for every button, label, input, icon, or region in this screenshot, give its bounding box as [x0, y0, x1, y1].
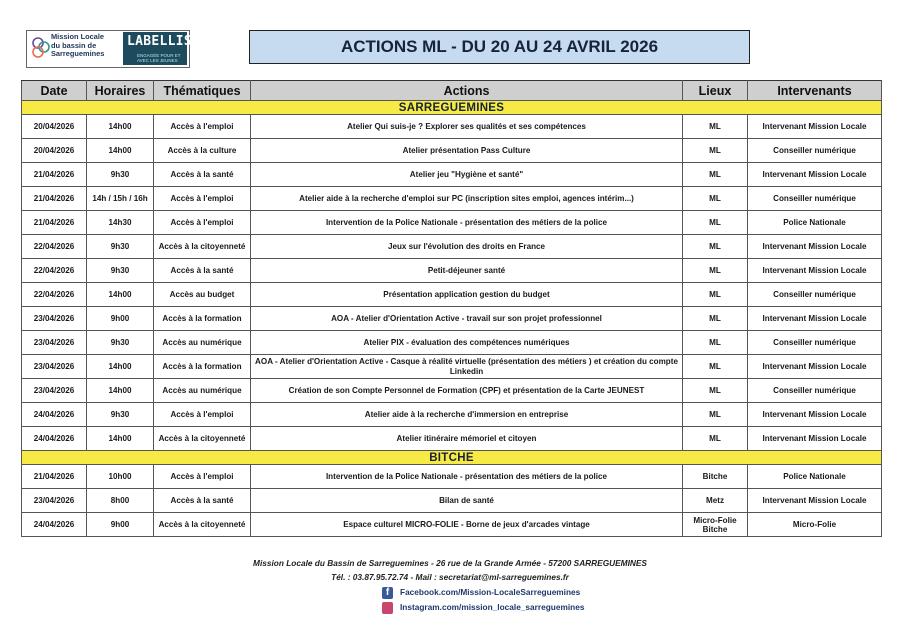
cell-action: Atelier aide à la recherche d'immersion en entreprise [251, 403, 683, 427]
table-row [22, 489, 882, 513]
cell-thematique: Accès à la culture [154, 139, 251, 163]
cell-intervenant: Conseiller numérique [748, 139, 882, 163]
section-title: SARREGUEMINES [22, 101, 882, 115]
header-thematiques: Thématiques [154, 81, 251, 101]
cell-action: Atelier Qui suis-je ? Explorer ses qualités et ses compétences [251, 115, 683, 139]
cell-lieu: ML [683, 331, 748, 355]
labellisee-tagline: ENGAGÉE POUR ET AVEC LES JEUNES [137, 53, 181, 63]
cell-thematique: Accès à la formation [154, 355, 251, 379]
cell-action: Présentation application gestion du budget [251, 283, 683, 307]
cell-thematique: Accès à la citoyenneté [154, 235, 251, 259]
cell-intervenant: Intervenant Mission Locale [748, 235, 882, 259]
cell-intervenant: Intervenant Mission Locale [748, 403, 882, 427]
cell-intervenant: Conseiller numérique [748, 331, 882, 355]
cell-date: 20/04/2026 [22, 139, 87, 163]
cell-horaire: 9h30 [87, 259, 154, 283]
table-row [22, 115, 882, 139]
cell-date: 23/04/2026 [22, 331, 87, 355]
cell-horaire: 9h00 [87, 513, 154, 537]
cell-lieu: ML [683, 259, 748, 283]
cell-lieu: ML [683, 211, 748, 235]
cell-intervenant: Conseiller numérique [748, 283, 882, 307]
cell-date: 22/04/2026 [22, 259, 87, 283]
table-row [22, 465, 882, 489]
cell-horaire: 9h30 [87, 235, 154, 259]
cell-thematique: Accès à la citoyenneté [154, 427, 251, 451]
cell-horaire: 14h00 [87, 283, 154, 307]
cell-date: 20/04/2026 [22, 115, 87, 139]
table-row [22, 283, 882, 307]
header-intervenants: Intervenants [748, 81, 882, 101]
cell-horaire: 9h30 [87, 331, 154, 355]
footer-address: Mission Locale du Bassin de Sarreguemines - 26 rue de la Grande Armée - 57200 SARREGUEMINES [253, 558, 647, 568]
labellisee-badge [123, 32, 217, 65]
table-row [22, 307, 882, 331]
table-row [22, 163, 882, 187]
cell-date: 21/04/2026 [22, 465, 87, 489]
cell-thematique: Accès à l'emploi [154, 465, 251, 489]
actions-table [21, 80, 882, 537]
cell-thematique: Accès à la santé [154, 489, 251, 513]
cell-thematique: Accès au numérique [154, 379, 251, 403]
cell-date: 22/04/2026 [22, 283, 87, 307]
cell-lieu: ML [683, 163, 748, 187]
section-row [22, 101, 882, 115]
cell-action: Atelier aide à la recherche d'emploi sur PC (inscription sites emploi, agences intérim...) [251, 187, 683, 211]
cell-intervenant: Intervenant Mission Locale [748, 259, 882, 283]
cell-lieu: ML [683, 307, 748, 331]
header-lieux: Lieux [683, 81, 748, 101]
cell-date: 22/04/2026 [22, 235, 87, 259]
cell-action: Petit-déjeuner santé [251, 259, 683, 283]
logo-line-3: Sarreguemines [51, 49, 105, 59]
cell-date: 23/04/2026 [22, 355, 87, 379]
cell-intervenant: Micro-Folie [748, 513, 882, 537]
cell-date: 24/04/2026 [22, 403, 87, 427]
cell-thematique: Accès au budget [154, 283, 251, 307]
cell-horaire: 14h00 [87, 379, 154, 403]
facebook-text: Facebook.com/Mission-LocaleSarreguemines [400, 587, 581, 597]
cell-intervenant: Police Nationale [748, 211, 882, 235]
instagram-text: Instagram.com/mission_locale_sarreguemines [400, 602, 585, 612]
table-row [22, 331, 882, 355]
cell-thematique: Accès à la santé [154, 163, 251, 187]
cell-intervenant: Intervenant Mission Locale [748, 115, 882, 139]
cell-lieu: Bitche [683, 465, 748, 489]
cell-intervenant: Intervenant Mission Locale [748, 355, 882, 379]
labellisee-text: LABELLISÉE! [127, 34, 217, 49]
cell-thematique: Accès à la formation [154, 307, 251, 331]
cell-action: Espace culturel MICRO-FOLIE - Borne de jeux d'arcades vintage [251, 513, 683, 537]
cell-thematique: Accès au numérique [154, 331, 251, 355]
cell-thematique: Accès à l'emploi [154, 115, 251, 139]
cell-action: AOA - Atelier d'Orientation Active - travail sur son projet professionnel [251, 307, 683, 331]
cell-thematique: Accès à l'emploi [154, 403, 251, 427]
header-date: Date [22, 81, 87, 101]
table-row [22, 513, 882, 537]
cell-intervenant: Intervenant Mission Locale [748, 163, 882, 187]
cell-intervenant: Conseiller numérique [748, 187, 882, 211]
cell-action: Jeux sur l'évolution des droits en France [251, 235, 683, 259]
cell-action: Intervention de la Police Nationale - présentation des métiers de la police [251, 465, 683, 489]
logo-line-2: du bassin de [51, 40, 97, 50]
table-row [22, 139, 882, 163]
cell-thematique: Accès à la citoyenneté [154, 513, 251, 537]
section-row [22, 451, 882, 465]
cell-date: 24/04/2026 [22, 427, 87, 451]
cell-date: 23/04/2026 [22, 489, 87, 513]
cell-action: Atelier présentation Pass Culture [251, 139, 683, 163]
cell-horaire: 10h00 [87, 465, 154, 489]
cell-action: Intervention de la Police Nationale - présentation des métiers de la police [251, 211, 683, 235]
cell-intervenant: Intervenant Mission Locale [748, 307, 882, 331]
cell-horaire: 9h30 [87, 403, 154, 427]
table-row [22, 355, 882, 379]
page-title: ACTIONS ML - DU 20 AU 24 AVRIL 2026 [249, 30, 750, 64]
table-row [22, 427, 882, 451]
cell-lieu: ML [683, 427, 748, 451]
logo-line-1: Mission Locale [51, 32, 104, 41]
cell-horaire: 8h00 [87, 489, 154, 513]
logo-name [51, 33, 123, 59]
cell-action: AOA - Atelier d'Orientation Active - Casque à réalité virtuelle (présentation des métiers ) et création du compte Linkedin [251, 355, 683, 379]
table-body [22, 101, 882, 537]
cell-date: 21/04/2026 [22, 211, 87, 235]
table-row [22, 403, 882, 427]
facebook-icon: f [382, 587, 393, 599]
cell-date: 23/04/2026 [22, 307, 87, 331]
cell-intervenant: Conseiller numérique [748, 379, 882, 403]
cell-lieu: ML [683, 139, 748, 163]
cell-lieu: ML [683, 403, 748, 427]
facebook-link[interactable] [382, 585, 580, 599]
cell-lieu: ML [683, 187, 748, 211]
logo-circles-icon [31, 35, 51, 61]
cell-lieu: ML [683, 235, 748, 259]
cell-date: 24/04/2026 [22, 513, 87, 537]
cell-action: Atelier PIX - évaluation des compétences numériques [251, 331, 683, 355]
cell-action: Création de son Compte Personnel de Formation (CPF) et présentation de la Carte JEUNEST [251, 379, 683, 403]
cell-horaire: 14h00 [87, 427, 154, 451]
table-row [22, 211, 882, 235]
table-row [22, 259, 882, 283]
table-row [22, 379, 882, 403]
cell-lieu: Metz [683, 489, 748, 513]
cell-lieu: Micro-Folie Bitche [683, 513, 748, 537]
section-title: BITCHE [22, 451, 882, 465]
footer-contact: Tél. : 03.87.95.72.74 - Mail : secretariat@ml-sarreguemines.fr [331, 572, 569, 582]
instagram-link[interactable] [382, 600, 584, 614]
cell-date: 21/04/2026 [22, 187, 87, 211]
cell-thematique: Accès à l'emploi [154, 211, 251, 235]
table-row [22, 187, 882, 211]
table-row [22, 235, 882, 259]
cell-horaire: 9h30 [87, 163, 154, 187]
cell-lieu: ML [683, 379, 748, 403]
cell-intervenant: Police Nationale [748, 465, 882, 489]
cell-thematique: Accès à l'emploi [154, 187, 251, 211]
cell-action: Atelier jeu "Hygiène et santé" [251, 163, 683, 187]
instagram-icon [382, 602, 393, 614]
cell-intervenant: Intervenant Mission Locale [748, 489, 882, 513]
cell-lieu: ML [683, 355, 748, 379]
cell-intervenant: Intervenant Mission Locale [748, 427, 882, 451]
mission-locale-logo [26, 30, 217, 68]
header-actions: Actions [251, 81, 683, 101]
cell-horaire: 14h30 [87, 211, 154, 235]
cell-action: Bilan de santé [251, 489, 683, 513]
cell-lieu: ML [683, 115, 748, 139]
cell-horaire: 14h / 15h / 16h [87, 187, 154, 211]
cell-horaire: 14h00 [87, 355, 154, 379]
cell-horaire: 14h00 [87, 139, 154, 163]
cell-thematique: Accès à la santé [154, 259, 251, 283]
cell-action: Atelier itinéraire mémoriel et citoyen [251, 427, 683, 451]
cell-date: 23/04/2026 [22, 379, 87, 403]
header-horaires: Horaires [87, 81, 154, 101]
cell-horaire: 14h00 [87, 115, 154, 139]
cell-horaire: 9h00 [87, 307, 154, 331]
table-header-row [22, 81, 882, 101]
cell-lieu: ML [683, 283, 748, 307]
cell-date: 21/04/2026 [22, 163, 87, 187]
